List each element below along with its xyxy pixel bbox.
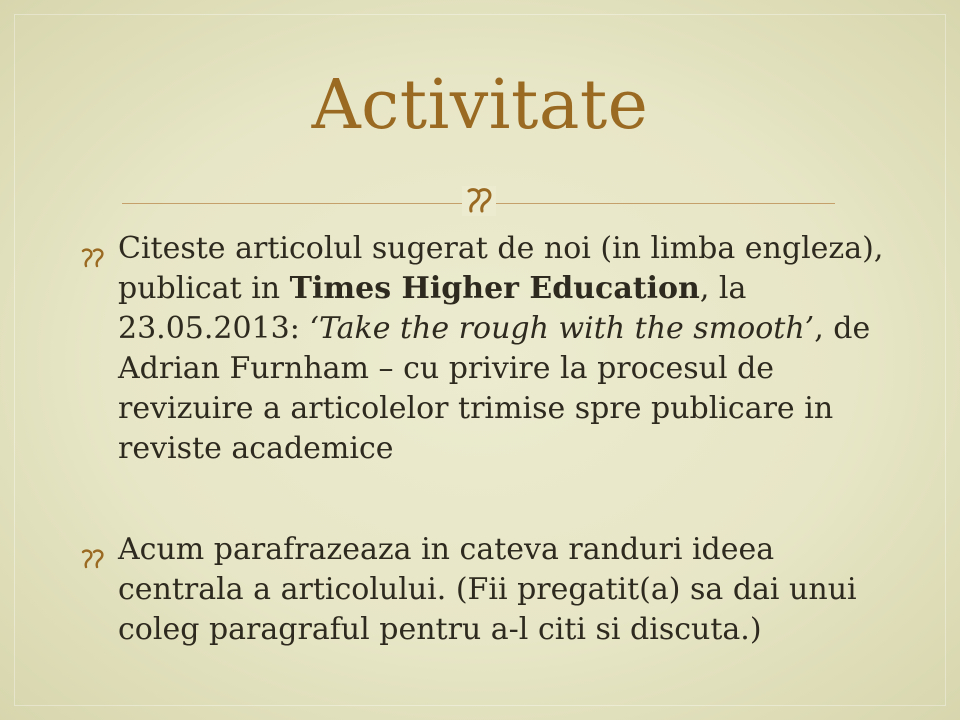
page-title: Activitate bbox=[311, 66, 649, 145]
bullet-item-paraphrase bbox=[78, 530, 888, 650]
bullet-item-article bbox=[78, 229, 888, 469]
bullet-text: Acum parafrazeaza in cateva randuri ideea centrala a articolului. (Fii pregatit(a) sa dai unui coleg paragraful pentru a-l citi si discuta.) bbox=[118, 532, 857, 647]
bullet-text-part-3: , de Adrian Furnham – cu privire la procesul de revizuire a articolelor trimise spre publicare in reviste academice bbox=[118, 311, 871, 466]
article-title: ‘Take the rough with the smooth’ bbox=[309, 311, 815, 346]
twin-scroll-icon bbox=[78, 239, 110, 259]
slide-content bbox=[78, 229, 888, 650]
twin-scroll-icon bbox=[462, 186, 496, 216]
publication-name: Times Higher Education bbox=[289, 271, 700, 306]
bullet-text-part-2: , la 23.05.2013: bbox=[118, 271, 747, 346]
bullet-text-part-1: Citeste articolul sugerat de noi (in limba engleza), publicat in bbox=[118, 231, 884, 306]
twin-scroll-icon bbox=[78, 540, 110, 560]
